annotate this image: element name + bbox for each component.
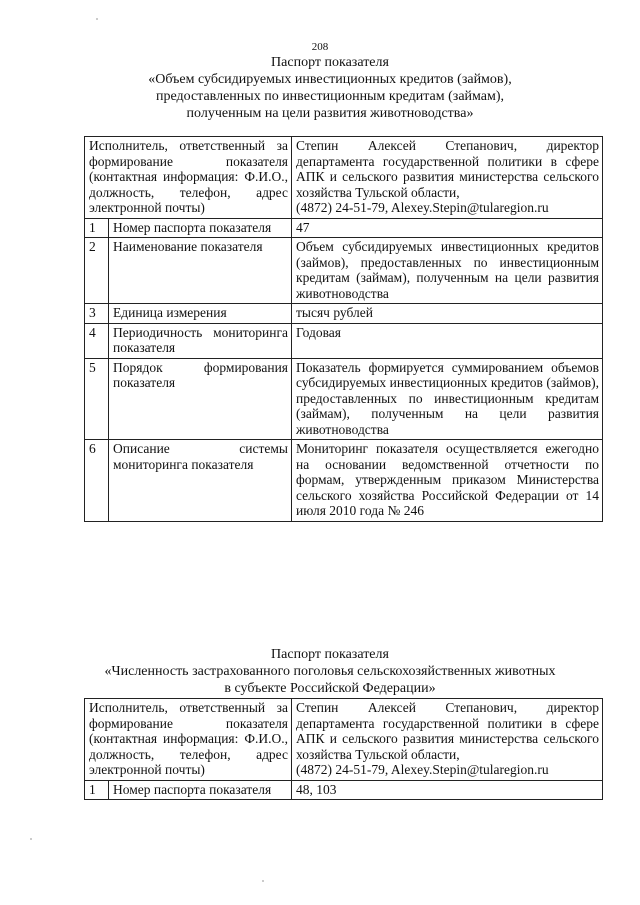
row-number: 4 <box>85 323 109 358</box>
row-number: 6 <box>85 440 109 522</box>
table-row <box>85 323 603 358</box>
executor-label: Исполнитель, ответственный за формирование показателя (контактная информация: Ф.И.О., должность, телефон, адрес электронной почты) <box>85 137 292 219</box>
executor-label: Исполнитель, ответственный за формирование показателя (контактная информация: Ф.И.О., должность, телефон, адрес электронной почты) <box>85 699 292 781</box>
table-row <box>85 780 603 800</box>
table-row <box>85 218 603 238</box>
passport-1-title-line: «Объем субсидируемых инвестиционных кредитов (займов), <box>148 72 512 87</box>
executor-value-cell <box>292 137 603 219</box>
row-label: Номер паспорта показателя <box>109 218 292 238</box>
row-number: 3 <box>85 304 109 324</box>
passport-2-title <box>60 646 600 697</box>
executor-value-cell <box>292 699 603 781</box>
row-number: 5 <box>85 358 109 440</box>
row-value: Годовая <box>292 323 603 358</box>
passport-2-title-line: в субъекте Российской Федерации» <box>224 681 436 696</box>
row-value: Мониторинг показателя осуществляется ежегодно на основании ведомственной отчетности по формам, утвержденным приказом Министерства сельского хозяйства Российской Федерации от 14 июля 2010 года № 246 <box>292 440 603 522</box>
row-value: 48, 103 <box>292 780 603 800</box>
scan-speck <box>262 880 264 882</box>
table-row <box>85 304 603 324</box>
executor-value: Степин Алексей Степанович, директор департамента государственной политики в сфере АПК и сельского развития министерства сельского хозяйства Тульской области, <box>296 700 600 762</box>
row-number: 1 <box>85 780 109 800</box>
row-number: 1 <box>85 218 109 238</box>
passport-1-title-line: Паспорт показателя <box>271 55 389 70</box>
row-label: Единица измерения <box>109 304 292 324</box>
executor-contact: (4872) 24-51-79, Alexey.Stepin@tularegion.ru <box>296 762 549 777</box>
table-row <box>85 358 603 440</box>
row-value: Показатель формируется суммированием объемов субсидируемых инвестиционных кредитов (займов), предоставленных по инвестиционным кредитам (займам), полученным на цели развития животноводства <box>292 358 603 440</box>
table-row <box>85 440 603 522</box>
table-row <box>85 238 603 304</box>
row-label: Наименование показателя <box>109 238 292 304</box>
row-value: 47 <box>292 218 603 238</box>
passport-1-title <box>60 54 600 122</box>
row-value: тысяч рублей <box>292 304 603 324</box>
passport-1-table <box>84 136 603 522</box>
row-label: Описание системы мониторинга показателя <box>109 440 292 522</box>
passport-2-title-line: Паспорт показателя <box>271 647 389 662</box>
row-label: Номер паспорта показателя <box>109 780 292 800</box>
row-label: Периодичность мониторинга показателя <box>109 323 292 358</box>
executor-value: Степин Алексей Степанович, директор департамента государственной политики в сфере АПК и сельского развития министерства сельского хозяйства Тульской области, <box>296 138 600 200</box>
row-number: 2 <box>85 238 109 304</box>
table-row <box>85 699 603 781</box>
passport-1-title-line: полученным на цели развития животноводства» <box>186 106 474 121</box>
table-row <box>85 137 603 219</box>
row-label: Порядок формирования показателя <box>109 358 292 440</box>
passport-1-title-line: предоставленных по инвестиционным кредитам (займам), <box>155 89 505 104</box>
passport-2-title-line: «Численность застрахованного поголовья сельскохозяйственных животных <box>104 664 556 679</box>
page-number: 208 <box>311 41 329 53</box>
scan-speck <box>96 18 98 20</box>
passport-2-table <box>84 698 603 800</box>
scan-speck <box>30 838 32 840</box>
executor-contact: (4872) 24-51-79, Alexey.Stepin@tularegion.ru <box>296 200 549 215</box>
row-value: Объем субсидируемых инвестиционных кредитов (займов), предоставленных по инвестиционным кредитам (займам), полученным на цели развития животноводства <box>292 238 603 304</box>
